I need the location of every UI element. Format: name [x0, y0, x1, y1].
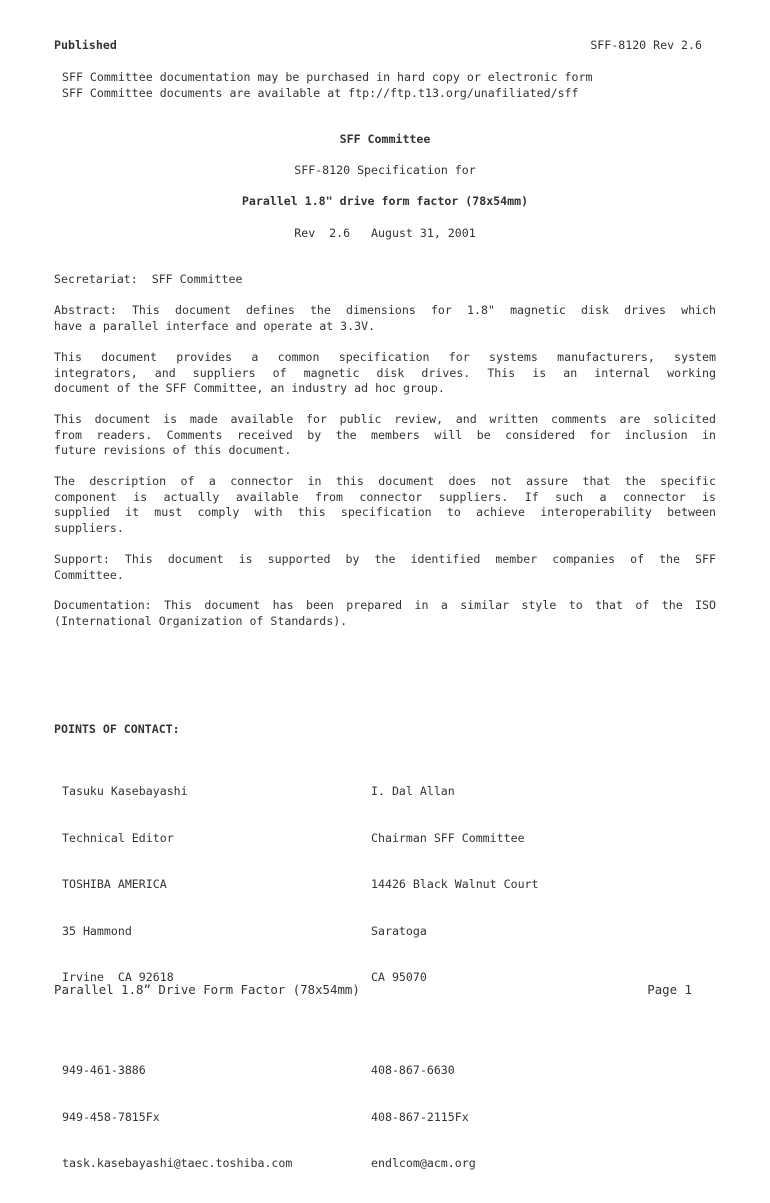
secretariat: Secretariat: SFF Committee — [54, 272, 243, 286]
documentation-line-1: Documentation: This document has been prepared in a similar style to that of the ISO — [54, 598, 716, 612]
footer-title: Parallel 1.8” Drive Form Factor (78x54mm) — [54, 982, 360, 997]
abstract-line-1: Abstract: This document defines the dimensions for 1.8" magnetic disk drives which — [54, 303, 716, 317]
provides-paragraph — [54, 350, 716, 397]
documentation-paragraph — [54, 598, 716, 629]
intro-line-1: SFF Committee documentation may be purchased in hard copy or electronic form — [62, 70, 593, 84]
contact-left-name: Tasuku Kasebayashi — [62, 784, 188, 798]
contact-left — [62, 753, 292, 1203]
contact-right-role: Chairman SFF Committee — [371, 830, 525, 845]
abstract-paragraph — [54, 303, 716, 334]
contact-right-phone: 408-867-6630 — [371, 1063, 455, 1077]
contact-right-city: Saratoga — [371, 923, 427, 938]
document-id: SFF-8120 Rev 2.6 — [590, 38, 702, 52]
provides-line-1: This document provides a common specification for systems manufacturers, system — [54, 350, 716, 364]
contact-left-street: 35 Hammond — [62, 923, 132, 938]
connector-line-1: The description of a connector in this document does not assure that the specific — [54, 474, 716, 488]
support-line-1: Support: This document is supported by the identified member companies of the SFF — [54, 552, 716, 566]
support-paragraph — [54, 552, 716, 583]
revision-date: Rev 2.6 August 31, 2001 — [294, 226, 476, 240]
contact-left-fax: 949-458-7815Fx — [62, 1109, 160, 1124]
connector-paragraph — [54, 474, 716, 536]
contact-right — [371, 753, 539, 1203]
contact-right-street: 14426 Black Walnut Court — [371, 877, 539, 891]
contact-right-fax: 408-867-2115Fx — [371, 1109, 469, 1124]
contacts-heading: POINTS OF CONTACT: — [54, 722, 180, 736]
spec-for-line: SFF-8120 Specification for — [294, 163, 476, 177]
documentation-line-2: (International Organization of Standards). — [54, 613, 348, 628]
contact-right-email: endlcom@acm.org — [371, 1156, 476, 1170]
review-line-3: future revisions of this document. — [54, 443, 292, 457]
support-line-2: Committee. — [54, 567, 124, 582]
publication-status: Published — [54, 38, 117, 52]
contact-right-name: I. Dal Allan — [371, 784, 455, 798]
contact-left-email: task.kasebayashi@taec.toshiba.com — [62, 1156, 293, 1170]
committee-heading: SFF Committee — [339, 132, 431, 146]
review-paragraph — [54, 412, 716, 459]
connector-line-3: supplied it must comply with this specification to achieve interoperability between — [54, 505, 716, 519]
contact-left-phone: 949-461-3886 — [62, 1063, 146, 1077]
provides-line-2: integrators, and suppliers of magnetic disk drives. This is an internal working — [54, 365, 716, 380]
document-title: Parallel 1.8" drive form factor (78x54mm) — [241, 194, 529, 208]
connector-line-4: suppliers. — [54, 520, 124, 535]
contact-left-role: Technical Editor — [62, 830, 174, 845]
review-line-1: This document is made available for public review, and written comments are solicited — [54, 412, 716, 426]
contact-left-company: TOSHIBA AMERICA — [62, 877, 167, 891]
footer-page-number: Page 1 — [647, 982, 692, 997]
connector-line-2: component is actually available from connector suppliers. If such a connector is — [54, 489, 716, 504]
review-line-2: from readers. Comments received by the members will be considered for inclusion in — [54, 427, 716, 442]
contact-left-city: Irvine CA 92618 — [62, 970, 174, 984]
intro-line-2: SFF Committee documents are available at ftp://ftp.t13.org/unafiliated/sff — [62, 86, 579, 100]
provides-line-3: document of the SFF Committee, an industry ad hoc group. — [54, 381, 445, 395]
abstract-line-2: have a parallel interface and operate at 3.3V. — [54, 318, 376, 333]
contact-right-state: CA 95070 — [371, 970, 427, 984]
